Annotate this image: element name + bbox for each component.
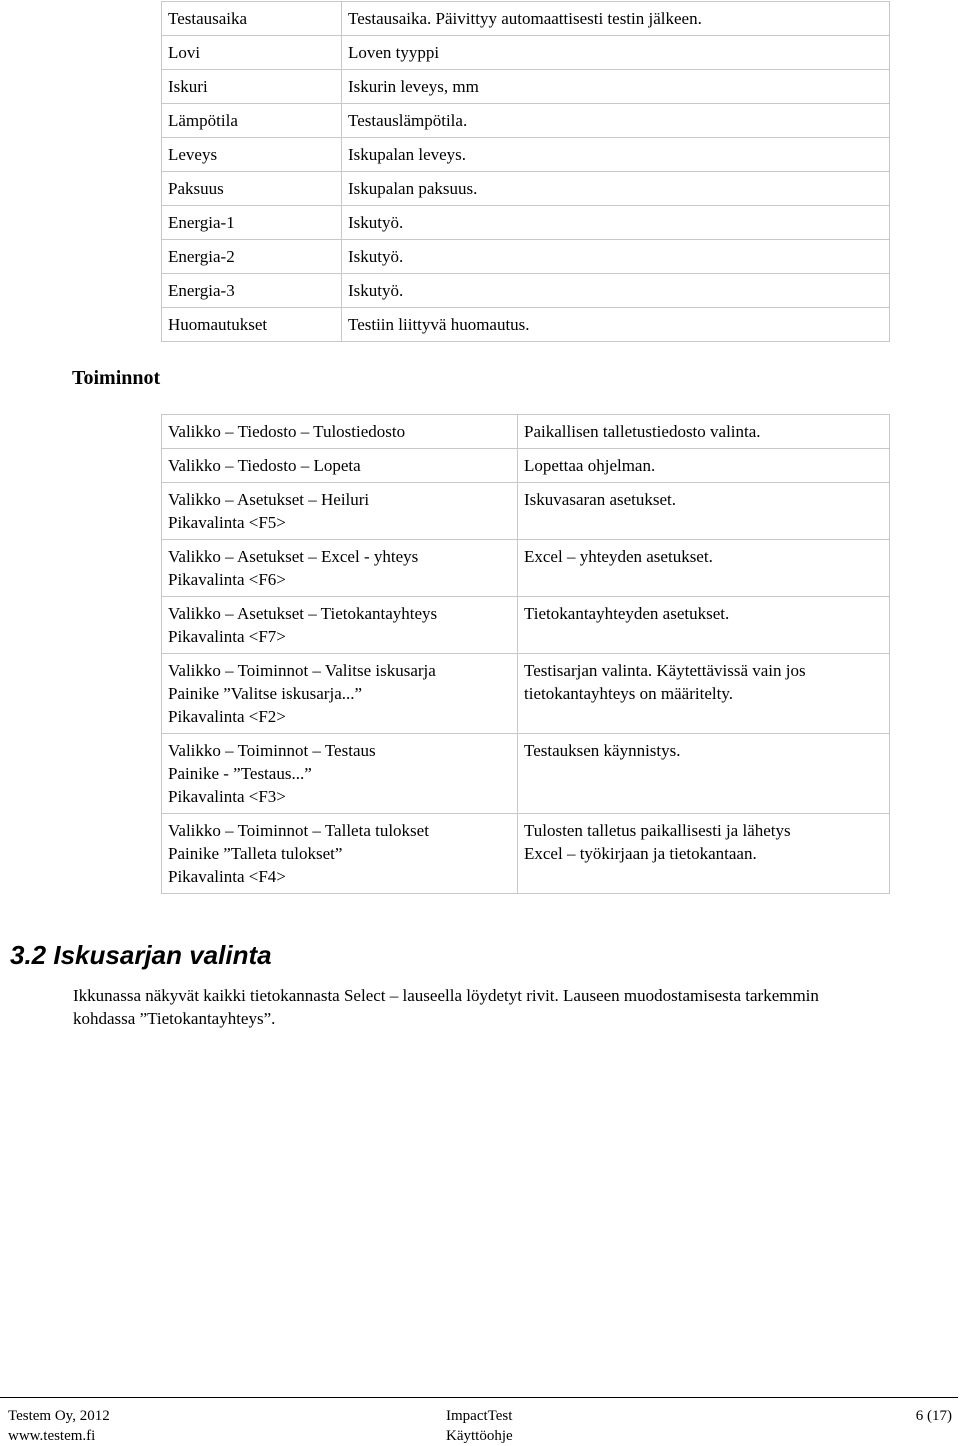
action-path bbox=[162, 415, 518, 449]
field-description: Iskurin leveys, mm bbox=[342, 70, 890, 104]
action-description-line: tietokantayhteys on määritelty. bbox=[524, 684, 733, 703]
action-description-line: Tulosten talletus paikallisesti ja lähetys bbox=[524, 821, 791, 840]
action-row bbox=[162, 540, 890, 597]
footer-center bbox=[446, 1406, 513, 1446]
action-row bbox=[162, 654, 890, 734]
field-description: Loven tyyppi bbox=[342, 36, 890, 70]
action-description bbox=[518, 814, 890, 894]
field-description: Testiin liittyvä huomautus. bbox=[342, 308, 890, 342]
field-description: Testauslämpötila. bbox=[342, 104, 890, 138]
action-path bbox=[162, 597, 518, 654]
action-description-line: Lopettaa ohjelman. bbox=[524, 456, 656, 475]
action-row bbox=[162, 449, 890, 483]
action-description-line: Excel – työkirjaan ja tietokantaan. bbox=[524, 844, 757, 863]
action-path-line: Valikko – Toiminnot – Testaus bbox=[168, 741, 376, 760]
footer-website: www.testem.fi bbox=[8, 1428, 96, 1444]
field-row bbox=[162, 2, 890, 36]
action-description-line: Tietokantayhteyden asetukset. bbox=[524, 604, 730, 623]
field-row bbox=[162, 308, 890, 342]
action-description bbox=[518, 483, 890, 540]
action-path bbox=[162, 654, 518, 734]
field-name: Energia-2 bbox=[162, 240, 342, 274]
action-path-line: Pikavalinta <F2> bbox=[168, 707, 286, 726]
action-path bbox=[162, 540, 518, 597]
action-row bbox=[162, 734, 890, 814]
footer-product: ImpactTest bbox=[446, 1408, 513, 1424]
action-path-line: Valikko – Toiminnot – Valitse iskusarja bbox=[168, 661, 436, 680]
field-description: Iskupalan leveys. bbox=[342, 138, 890, 172]
field-row bbox=[162, 172, 890, 206]
action-path bbox=[162, 814, 518, 894]
paragraph-line: kohdassa ”Tietokantayhteys”. bbox=[73, 1009, 276, 1028]
field-name: Testausaika bbox=[162, 2, 342, 36]
toiminnot-heading: Toiminnot bbox=[72, 367, 161, 389]
action-path-line: Painike ”Talleta tulokset” bbox=[168, 844, 343, 863]
action-row bbox=[162, 415, 890, 449]
action-path-line: Valikko – Tiedosto – Tulostiedosto bbox=[168, 422, 406, 441]
field-name: Lämpötila bbox=[162, 104, 342, 138]
footer-left bbox=[8, 1406, 110, 1446]
field-name: Energia-1 bbox=[162, 206, 342, 240]
action-description-line: Paikallisen talletustiedosto valinta. bbox=[524, 422, 761, 441]
action-path-line: Valikko – Asetukset – Heiluri bbox=[168, 490, 370, 509]
field-row bbox=[162, 206, 890, 240]
action-description-line: Testauksen käynnistys. bbox=[524, 741, 681, 760]
field-description: Iskutyö. bbox=[342, 240, 890, 274]
action-description-line: Testisarjan valinta. Käytettävissä vain jos bbox=[524, 661, 806, 680]
field-description: Iskupalan paksuus. bbox=[342, 172, 890, 206]
action-path-line: Pikavalinta <F6> bbox=[168, 570, 286, 589]
fields-table bbox=[161, 1, 890, 342]
field-name: Lovi bbox=[162, 36, 342, 70]
field-row bbox=[162, 36, 890, 70]
field-description: Iskutyö. bbox=[342, 206, 890, 240]
action-description bbox=[518, 654, 890, 734]
action-path-line: Valikko – Asetukset – Excel - yhteys bbox=[168, 547, 419, 566]
action-row bbox=[162, 483, 890, 540]
footer-page-number: 6 (17) bbox=[915, 1408, 952, 1424]
field-name: Iskuri bbox=[162, 70, 342, 104]
field-row bbox=[162, 138, 890, 172]
field-row bbox=[162, 104, 890, 138]
section-heading: 3.2 Iskusarjan valinta bbox=[10, 940, 272, 970]
field-description: Testausaika. Päivittyy automaattisesti testin jälkeen. bbox=[342, 2, 890, 36]
action-path-line: Pikavalinta <F7> bbox=[168, 627, 286, 646]
action-path-line: Valikko – Tiedosto – Lopeta bbox=[168, 456, 361, 475]
action-path bbox=[162, 734, 518, 814]
field-description: Iskutyö. bbox=[342, 274, 890, 308]
action-path-line: Pikavalinta <F5> bbox=[168, 513, 286, 532]
action-description-line: Iskuvasaran asetukset. bbox=[524, 490, 677, 509]
field-name: Leveys bbox=[162, 138, 342, 172]
action-description bbox=[518, 734, 890, 814]
page-footer bbox=[0, 1397, 958, 1445]
action-path-line: Valikko – Toiminnot – Talleta tulokset bbox=[168, 821, 429, 840]
field-row bbox=[162, 70, 890, 104]
action-row bbox=[162, 814, 890, 894]
action-path-line: Pikavalinta <F3> bbox=[168, 787, 286, 806]
action-path-line: Painike ”Valitse iskusarja...” bbox=[168, 684, 363, 703]
field-name: Paksuus bbox=[162, 172, 342, 206]
footer-right bbox=[916, 1406, 952, 1426]
action-description bbox=[518, 415, 890, 449]
action-description bbox=[518, 597, 890, 654]
action-description-line: Excel – yhteyden asetukset. bbox=[524, 547, 713, 566]
action-path bbox=[162, 483, 518, 540]
footer-company: Testem Oy, 2012 bbox=[8, 1408, 110, 1424]
field-name: Huomautukset bbox=[162, 308, 342, 342]
actions-table bbox=[161, 414, 890, 894]
paragraph-line: Ikkunassa näkyvät kaikki tietokannasta Select – lauseella löydetyt rivit. Lauseen muodostamisesta tarkemmin bbox=[73, 986, 819, 1005]
field-row bbox=[162, 240, 890, 274]
action-path-line: Pikavalinta <F4> bbox=[168, 867, 286, 886]
fields-table-body bbox=[162, 2, 890, 342]
action-description bbox=[518, 449, 890, 483]
footer-doc-type: Käyttöohje bbox=[446, 1428, 513, 1444]
action-description bbox=[518, 540, 890, 597]
action-path-line: Valikko – Asetukset – Tietokantayhteys bbox=[168, 604, 438, 623]
action-row bbox=[162, 597, 890, 654]
field-row bbox=[162, 274, 890, 308]
action-path bbox=[162, 449, 518, 483]
section-paragraph bbox=[73, 984, 953, 1030]
actions-table-body bbox=[162, 415, 890, 894]
action-path-line: Painike - ”Testaus...” bbox=[168, 764, 312, 783]
field-name: Energia-3 bbox=[162, 274, 342, 308]
